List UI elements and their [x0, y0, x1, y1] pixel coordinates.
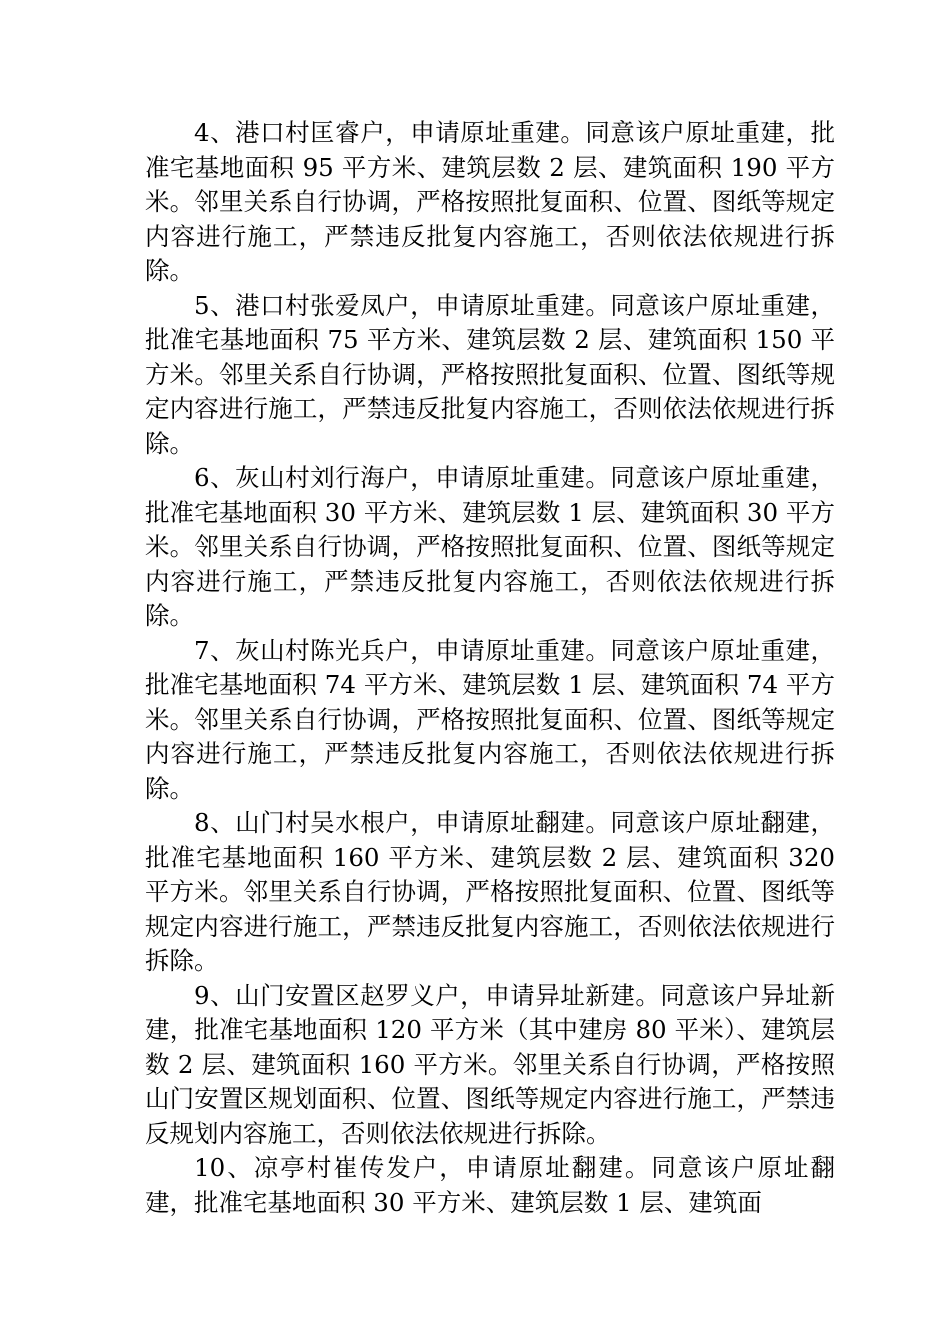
paragraph-item-4: 4、港口村匡睿户，申请原址重建。同意该户原址重建，批准宅基地面积 95 平方米、建筑层数 2 层、建筑面积 190 平方米。邻里关系自行协调，严格按照批复面积、位置、图纸等规定内容进行施工，严禁违反批复内容施工，否则依法依规进行拆除。 — [145, 118, 835, 285]
paragraph-item-6: 6、灰山村刘行海户，申请原址重建。同意该户原址重建，批准宅基地面积 30 平方米、建筑层数 1 层、建筑面积 30 平方米。邻里关系自行协调，严格按照批复面积、位置、图纸等规定内容进行施工，严禁违反批复内容施工，否则依法依规进行拆除。 — [145, 463, 835, 630]
paragraph-item-5: 5、港口村张爱凤户，申请原址重建。同意该户原址重建，批准宅基地面积 75 平方米、建筑层数 2 层、建筑面积 150 平方米。邻里关系自行协调，严格按照批复面积、位置、图纸等规定内容进行施工，严禁违反批复内容施工，否则依法依规进行拆除。 — [145, 290, 835, 458]
paragraph-item-9: 9、山门安置区赵罗义户，申请异址新建。同意该户异址新建，批准宅基地面积 120 平方米（其中建房 80 平米）、建筑层数 2 层、建筑面积 160 平方米。邻里关系自行协调，严格按照山门安置区规划面积、位置、图纸等规定内容进行施工，严禁违反规划内容施工，否则依法依规进行拆除。 — [145, 980, 835, 1148]
document-body — [145, 116, 835, 1220]
paragraph-item-8: 8、山门村吴水根户，申请原址翻建。同意该户原址翻建，批准宅基地面积 160 平方米、建筑层数 2 层、建筑面积 320 平方米。邻里关系自行协调，严格按照批复面积、位置、图纸等规定内容进行施工，严禁违反批复内容施工，否则依法依规进行拆除。 — [145, 808, 835, 975]
paragraph-item-10: 10、凉亭村崔传发户，申请原址翻建。同意该户原址翻建，批准宅基地面积 30 平方米、建筑层数 1 层、建筑面 — [145, 1153, 835, 1217]
paragraph-item-7: 7、灰山村陈光兵户，申请原址重建。同意该户原址重建，批准宅基地面积 74 平方米、建筑层数 1 层、建筑面积 74 平方米。邻里关系自行协调，严格按照批复面积、位置、图纸等规定内容进行施工，严禁违反批复内容施工，否则依法依规进行拆除。 — [145, 635, 835, 803]
